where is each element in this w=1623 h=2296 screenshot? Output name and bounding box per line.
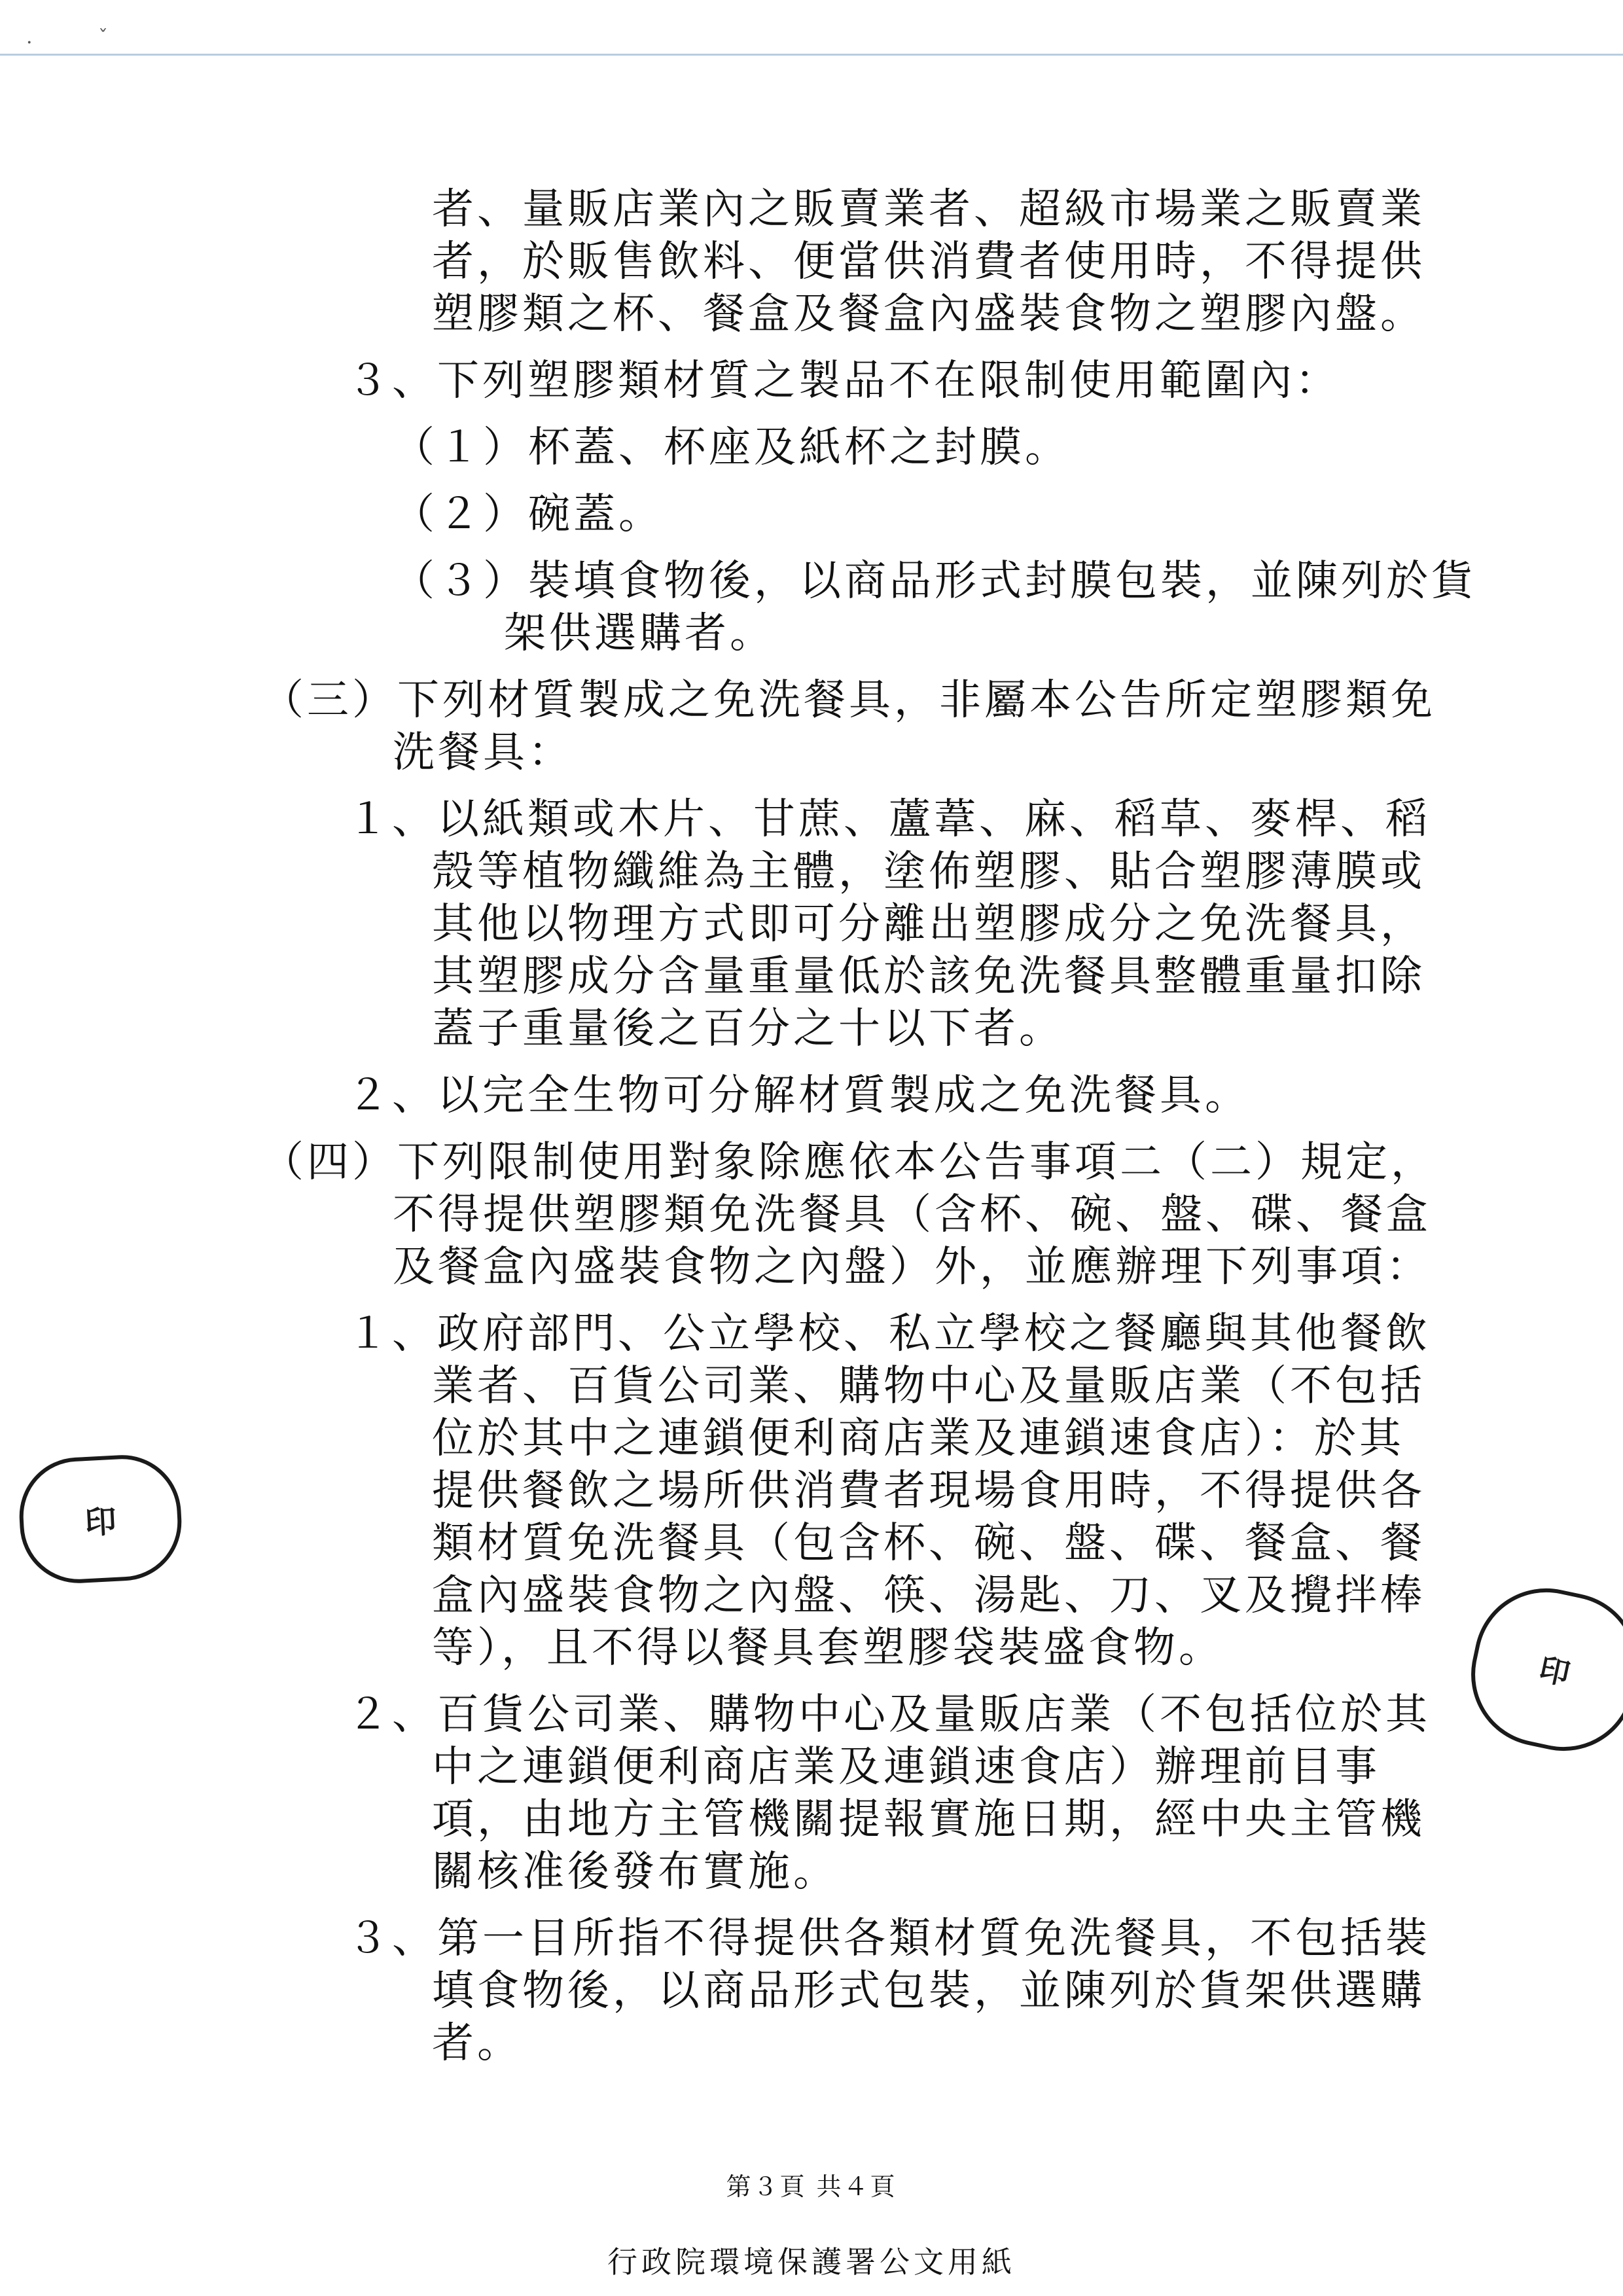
scan-top-rule (0, 54, 1623, 56)
document-line: 關核准後發布實施。 (432, 1848, 838, 1896)
document-line: 者、量販店業內之販賣業者、超級市場業之販賣業 (432, 185, 1425, 234)
document-line: ２、以完全生物可分解材質製成之免洗餐具。 (347, 1071, 1250, 1120)
scan-speck: ˇ (98, 26, 108, 49)
seal-icon: 印 (1536, 1651, 1573, 1693)
document-line: 位於其中之連鎖便利商店業及連鎖速食店）：於其 (432, 1414, 1404, 1463)
document-line: ３、下列塑膠類材質之製品不在限制使用範圍內： (347, 357, 1340, 405)
document-line: （四）下列限制使用對象除應依本公告事項二（二）規定， (262, 1138, 1436, 1187)
document-line: 項，由地方主管機關提報實施日期，經中央主管機 (432, 1795, 1425, 1844)
document-line: 塑膠類之杯、餐盒及餐盒內盛裝食物之塑膠內盤。 (432, 290, 1425, 338)
document-line: （三）下列材質製成之免洗餐具，非屬本公告所定塑膠類免 (262, 676, 1436, 725)
document-line: 其塑膠成分含量重量低於該免洗餐具整體重量扣除 (432, 952, 1425, 1001)
document-line: 其他以物理方式即可分離出塑膠成分之免洗餐具， (432, 900, 1425, 948)
document-line: 殼等植物纖維為主體，塗佈塑膠、貼合塑膠薄膜或 (432, 848, 1425, 896)
document-line: （１）杯蓋、杯座及紙杯之封膜。 (393, 423, 1070, 472)
document-line: （２）碗蓋。 (393, 490, 664, 539)
document-line: 架供選購者。 (504, 609, 775, 658)
document-line: 蓋子重量後之百分之十以下者。 (432, 1005, 1064, 1053)
document-line: 中之連鎖便利商店業及連鎖速食店）辦理前目事 (432, 1743, 1380, 1791)
document-line: １、政府部門、公立學校、私立學校之餐廳與其他餐飲 (347, 1310, 1431, 1358)
document-line: 填食物後，以商品形式包裝，並陳列於貨架供選購 (432, 1967, 1425, 2015)
document-line: （３）裝填食物後，以商品形式封膜包裝，並陳列於貨 (393, 557, 1476, 605)
document-line: 及餐盒內盛裝食物之內盤）外，並應辦理下列事項： (393, 1243, 1431, 1291)
document-line: ２、百貨公司業、購物中心及量販店業（不包括位於其 (347, 1691, 1431, 1739)
document-line: 業者、百貨公司業、購物中心及量販店業（不包括 (432, 1362, 1425, 1410)
document-line: ３、第一目所指不得提供各類材質免洗餐具，不包括裝 (347, 1914, 1431, 1963)
document-line: 類材質免洗餐具（包含杯、碗、盤、碟、餐盒、餐 (432, 1519, 1425, 1568)
right-official-seal (1458, 1575, 1623, 1764)
official-paper-label: 行政院環境保護署公文用紙 (607, 2244, 1016, 2280)
document-line: 者，於販售飲料、便當供消費者使用時，不得提供 (432, 238, 1425, 286)
seal-icon: 印 (84, 1503, 118, 1541)
document-line: 不得提供塑膠類免洗餐具（含杯、碗、盤、碟、餐盒 (393, 1191, 1431, 1239)
page-number: 第３頁 共４頁 (726, 2172, 897, 2201)
document-line: １、以紙類或木片、甘蔗、蘆葦、麻、稻草、麥桿、稻 (347, 795, 1431, 844)
document-line: 提供餐飲之場所供消費者現場食用時，不得提供各 (432, 1467, 1425, 1515)
document-line: 洗餐具： (393, 728, 573, 777)
document-line: 等），且不得以餐具套塑膠袋裝盛食物。 (432, 1624, 1224, 1672)
left-official-seal (16, 1452, 185, 1587)
document-line: 盒內盛裝食物之內盤、筷、湯匙、刀、叉及攪拌棒 (432, 1571, 1425, 1620)
document-body (262, 183, 1476, 2070)
document-line: 者。 (432, 2019, 522, 2068)
scan-speck: · (26, 31, 33, 54)
